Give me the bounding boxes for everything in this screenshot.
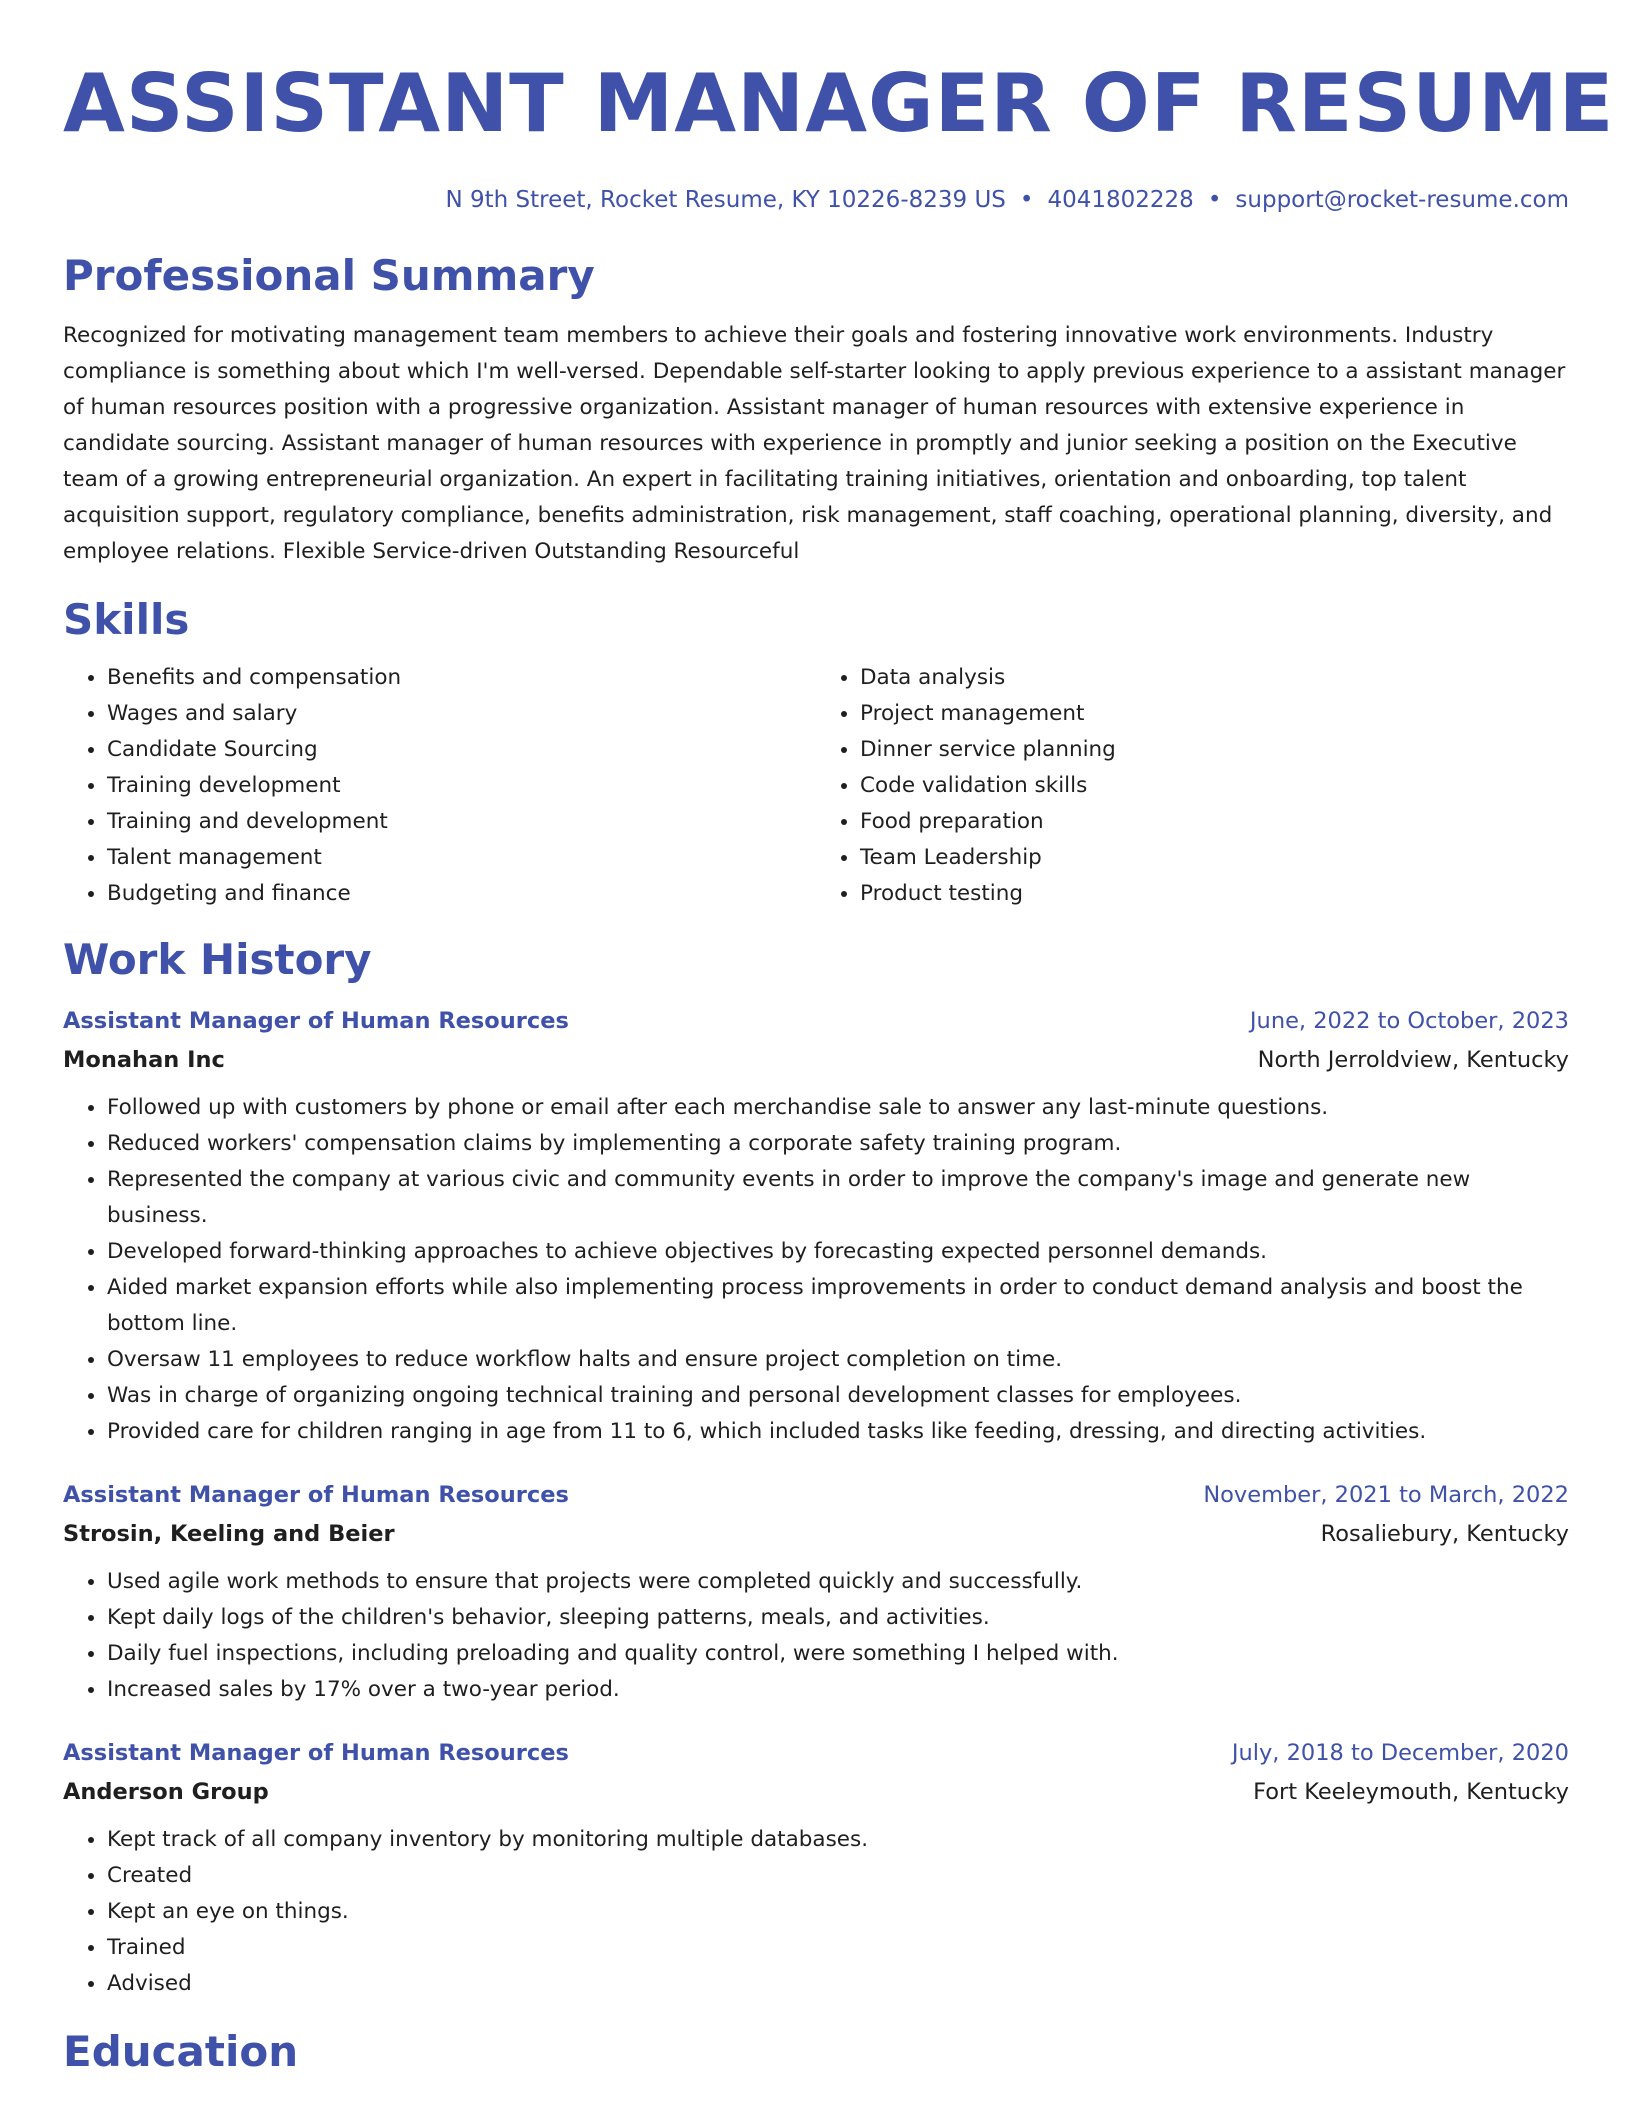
job-header-row: [63, 1734, 1569, 1772]
job-bullet: • Kept track of all company inventory by monitoring multiple databases.: [107, 1822, 1569, 1858]
summary-section-title: Professional Summary: [63, 251, 595, 300]
skill-item: • Talent management: [107, 840, 816, 876]
skill-item: • Wages and salary: [107, 696, 816, 732]
resume-name-heading: ASSISTANT MANAGER OF RESUME: [63, 57, 1615, 150]
contact-separator: •: [1207, 187, 1222, 213]
job-title: Assistant Manager of Human Resources: [63, 1008, 569, 1034]
skill-item: • Code validation skills: [860, 768, 1569, 804]
contact-separator: •: [1019, 187, 1034, 213]
job-bullet: • Represented the company at various civic and community events in order to improve the company's image and generate new business.: [107, 1162, 1569, 1234]
skill-item: • Benefits and compensation: [107, 660, 816, 696]
job-entry: [63, 1734, 1569, 2002]
job-dates: July, 2018 to December, 2020: [1231, 1740, 1569, 1766]
job-location: North Jerroldview, Kentucky: [1257, 1047, 1569, 1073]
job-company: Anderson Group: [63, 1779, 269, 1805]
contact-address: N 9th Street, Rocket Resume, KY 10226-8239 US: [445, 187, 1006, 213]
job-bullet: • Increased sales by 17% over a two-year period.: [107, 1672, 1569, 1708]
job-dates: November, 2021 to March, 2022: [1203, 1482, 1569, 1508]
job-bullets: [63, 1090, 1569, 1450]
job-bullet: • Reduced workers' compensation claims by implementing a corporate safety training program.: [107, 1126, 1569, 1162]
job-bullet: • Provided care for children ranging in age from 11 to 6, which included tasks like feeding, dressing, and directing activities.: [107, 1414, 1569, 1450]
work-history-section-title: Work History: [63, 935, 372, 984]
job-location: Rosaliebury, Kentucky: [1320, 1521, 1569, 1547]
job-header-row: [63, 1002, 1569, 1040]
skill-item: • Project management: [860, 696, 1569, 732]
skills-section-title: Skills: [63, 595, 190, 644]
job-bullet: • Developed forward-thinking approaches to achieve objectives by forecasting expected personnel demands.: [107, 1234, 1569, 1270]
job-bullet: • Trained: [107, 1930, 1569, 1966]
job-title: Assistant Manager of Human Resources: [63, 1740, 569, 1766]
job-location: Fort Keeleymouth, Kentucky: [1253, 1779, 1569, 1805]
skill-item: • Training development: [107, 768, 816, 804]
job-bullet: • Oversaw 11 employees to reduce workflow halts and ensure project completion on time.: [107, 1342, 1569, 1378]
job-entry: [63, 1476, 1569, 1708]
job-bullets: [63, 1822, 1569, 2002]
job-bullet: • Kept daily logs of the children's behavior, sleeping patterns, meals, and activities.: [107, 1600, 1569, 1636]
job-bullet: • Aided market expansion efforts while also implementing process improvements in order to conduct demand analysis and boost the bottom line.: [107, 1270, 1569, 1342]
skill-item: • Product testing: [860, 876, 1569, 912]
job-dates: June, 2022 to October, 2023: [1249, 1008, 1569, 1034]
job-company-row: [63, 1772, 1569, 1812]
skills-list-right: [816, 660, 1569, 912]
contact-phone: 4041802228: [1047, 187, 1194, 213]
job-bullet: • Daily fuel inspections, including preloading and quality control, were something I helped with.: [107, 1636, 1569, 1672]
skill-item: • Team Leadership: [860, 840, 1569, 876]
job-company-row: [63, 1040, 1569, 1080]
job-title: Assistant Manager of Human Resources: [63, 1482, 569, 1508]
job-company: Monahan Inc: [63, 1047, 225, 1073]
job-company-row: [63, 1514, 1569, 1554]
job-bullet: • Created: [107, 1858, 1569, 1894]
job-bullet: • Used agile work methods to ensure that projects were completed quickly and successfully.: [107, 1564, 1569, 1600]
job-company: Strosin, Keeling and Beier: [63, 1521, 395, 1547]
summary-text: Recognized for motivating management team members to achieve their goals and fostering innovative work environments. Industry compliance is something about which I'm well-versed. Dependable self-starter looking to apply previous experience to a assistant manager of human resources position with a progressive organization. Assistant manager of human resources with extensive experience in candidate sourcing. Assistant manager of human resources with experience in promptly and junior seeking a position on the Executive team of a growing entrepreneurial organization. An expert in facilitating training initiatives, orientation and onboarding, top talent acquisition support, regulatory compliance, benefits administration, risk management, staff coaching, operational planning, diversity, and employee relations. Flexible Service-driven Outstanding Resourceful: [63, 323, 1566, 564]
skills-list-left: [63, 660, 816, 912]
job-entry: [63, 1002, 1569, 1450]
skill-item: • Data analysis: [860, 660, 1569, 696]
job-bullet: • Kept an eye on things.: [107, 1894, 1569, 1930]
skill-item: • Food preparation: [860, 804, 1569, 840]
job-bullet: • Advised: [107, 1966, 1569, 2002]
skill-item: • Training and development: [107, 804, 816, 840]
skill-item: • Dinner service planning: [860, 732, 1569, 768]
skill-item: • Candidate Sourcing: [107, 732, 816, 768]
skills-columns: [63, 660, 1569, 912]
job-bullet: • Followed up with customers by phone or email after each merchandise sale to answer any last-minute questions.: [107, 1090, 1569, 1126]
job-bullets: [63, 1564, 1569, 1708]
skill-item: • Budgeting and finance: [107, 876, 816, 912]
job-header-row: [63, 1476, 1569, 1514]
contact-email: support@rocket-resume.com: [1235, 187, 1569, 213]
education-section-title: Education: [63, 2027, 299, 2076]
contact-line: [63, 182, 1569, 218]
job-bullet: • Was in charge of organizing ongoing technical training and personal development classes for employees.: [107, 1378, 1569, 1414]
